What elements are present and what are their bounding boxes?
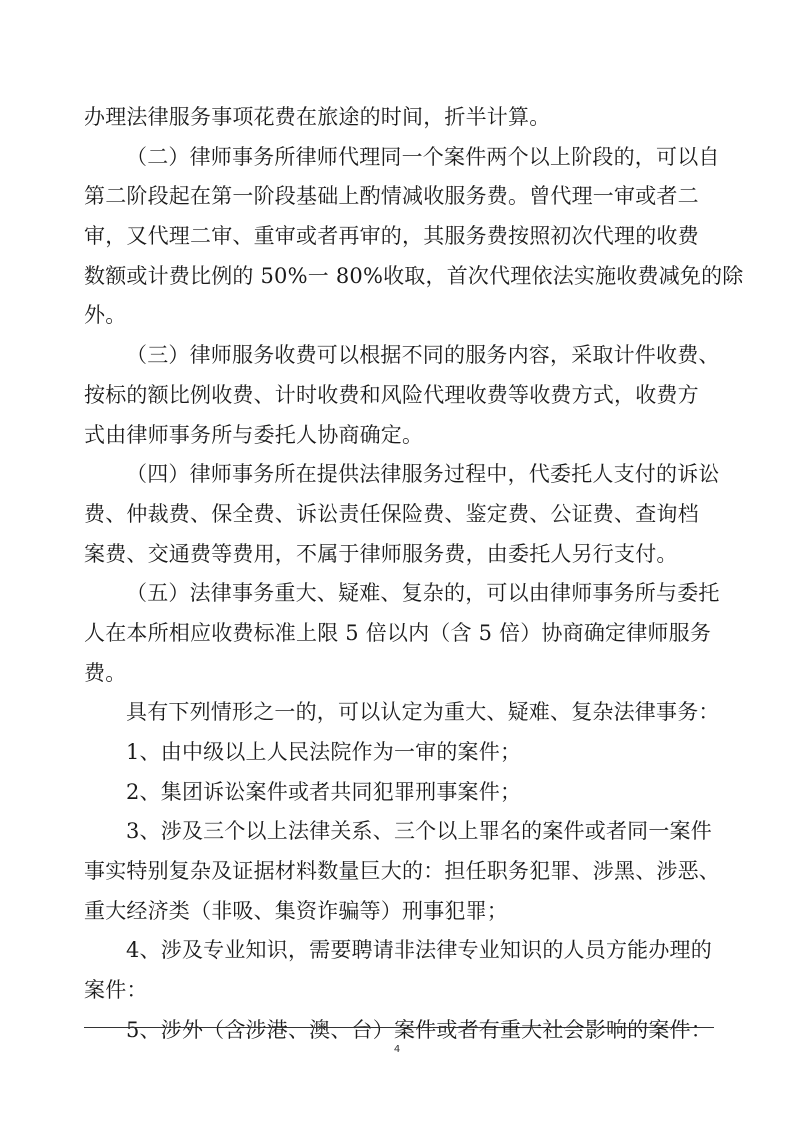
text-line: 外。 <box>84 303 127 328</box>
list-item: 1、由中级以上人民法院作为一审的案件； <box>126 740 522 764</box>
text-line: 案费、交通费等费用，不属于律师服务费，由委托人另行支付。 <box>84 541 678 566</box>
text-line: 按标的额比例收费、计时收费和风险代理收费等收费方式，收费方 <box>84 382 699 407</box>
text-line: 事实特别复杂及证据材料数量巨大的：担任职务犯罪、涉黑、涉恶、 <box>84 859 720 884</box>
list-item: 2、集团诉讼案件或者共同犯罪刑事案件； <box>126 779 522 804</box>
text-line: 案件： <box>84 978 148 1003</box>
list-item: 3、涉及三个以上法律关系、三个以上罪名的案件或者同一案件 <box>126 819 712 844</box>
text-line: 办理法律服务事项花费在旅途的时间，折半计算。 <box>84 105 551 129</box>
list-item: 4、涉及专业知识，需要聘请非法律专业知识的人员方能办理的 <box>126 938 712 963</box>
text-line: 式由律师事务所与委托人协商确定。 <box>84 422 424 447</box>
text-line: 人在本所相应收费标准上限 5 倍以内（含 5 倍）协商确定律师服务 <box>84 620 712 645</box>
text-line: 具有下列情形之一的，可以认定为重大、疑难、复杂法律事务： <box>126 700 720 725</box>
text-line: （四）律师事务所在提供法律服务过程中，代委托人支付的诉讼 <box>126 462 720 487</box>
document-body <box>84 98 744 1051</box>
text-line: 审，又代理二审、重审或者再审的，其服务费按照初次代理的收费 <box>84 224 699 249</box>
text-line: 费、仲裁费、保全费、诉讼责任保险费、鉴定费、公证费、查询档 <box>84 501 699 526</box>
text-line: （二）律师事务所律师代理同一个案件两个以上阶段的，可以自 <box>126 144 720 169</box>
footer-divider <box>84 1027 714 1028</box>
page-number: 4 <box>393 1044 401 1055</box>
text-line: 重大经济类（非吸、集资诈骗等）刑事犯罪； <box>84 898 508 923</box>
text-line: 第二阶段起在第一阶段基础上酌情减收服务费。曾代理一审或者二 <box>84 184 699 209</box>
text-line: 数额或计费比例的 50%一 80%收取，首次代理依法实施收费减免的除 <box>84 263 744 288</box>
list-item: 5、涉外（含涉港、澳、台）案件或者有重大社会影响的案件： <box>126 1017 712 1042</box>
text-line: 费。 <box>84 660 127 685</box>
text-line: （三）律师服务收费可以根据不同的服务内容，采取计件收费、 <box>126 343 720 368</box>
text-line: （五）法律事务重大、疑难、复杂的，可以由律师事务所与委托 <box>126 581 720 606</box>
